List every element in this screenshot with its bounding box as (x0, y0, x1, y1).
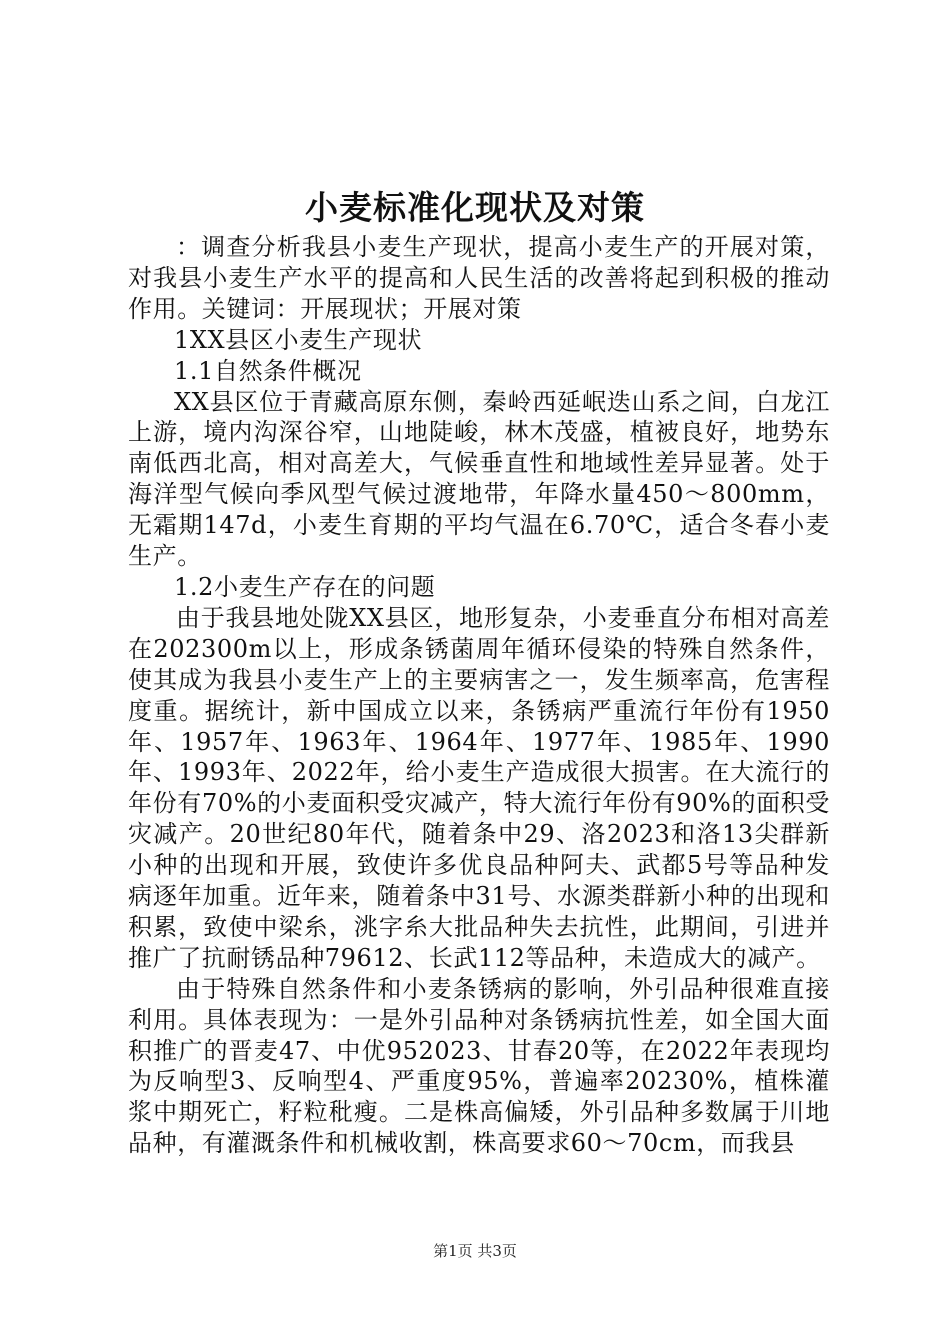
natural-conditions-paragraph: XX县区位于青藏高原东侧，秦岭西延岷迭山系之间，白龙江上游，境内沟深谷窄，山地陡峻，林木茂盛，植被良好，地势东南低西北高，相对高差大，气候垂直性和地域性差异显著。处于海洋型气候向季风型气候过渡地带，年降水量450～800mm，无霜期147d，小麦生育期的平均气温在6.70℃，适合冬春小麦生产。 (128, 387, 830, 571)
varieties-paragraph: 由于特殊自然条件和小麦条锈病的影响，外引品种很难直接利用。具体表现为：一是外引品种对条锈病抗性差，如全国大面积推广的晋麦47、中优952023、甘春20等，在2022年表现均为反响型3、反响型4、严重度95%，普遍率20230%，植株灌浆中期死亡，籽粒秕瘦。二是株高偏矮，外引品种多数属于川地品种，有灌溉条件和机械收割，株高要求60～70cm，而我县 (128, 974, 830, 1158)
subsection-heading-1-1: 1.1自然条件概况 (174, 356, 362, 385)
page-footer: 第1页 共3页 (433, 1242, 517, 1260)
subsection-heading-1-2: 1.2小麦生产存在的问题 (174, 572, 436, 601)
abstract-paragraph: ：调查分析我县小麦生产现状，提高小麦生产的开展对策，对我县小麦生产水平的提高和人民生活的改善将起到积极的推动作用。关键词：开展现状；开展对策 (128, 233, 830, 323)
problems-paragraph: 由于我县地处陇XX县区，地形复杂，小麦垂直分布相对高差在202300m以上，形成条锈菌周年循环侵染的特殊自然条件，使其成为我县小麦生产上的主要病害之一，发生频率高，危害程度重。据统计，新中国成立以来，条锈病严重流行年份有1950年、1957年、1963年、1964年、1977年、1985年、1990年、1993年、2022年，给小麦生产造成很大损害。在大流行的年份有70%的小麦面积受灾减产，特大流行年份有90%的面积受灾减产。20世纪80年代，随着条中29、洛2023和洛13尖群新小种的出现和开展，致使许多优良品种阿夫、武都5号等品种发病逐年加重。近年来，随着条中31号、水源类群新小种的出现和积累，致使中梁糸，洮字糸大批品种失去抗性，此期间，引进并推广了抗耐锈品种79612、长武112等品种，未造成大的减产。 (128, 603, 830, 972)
document-title: 小麦标准化现状及对策 (305, 188, 645, 227)
section-heading-1: 1XX县区小麦生产现状 (174, 325, 423, 354)
document-body (128, 232, 830, 1159)
